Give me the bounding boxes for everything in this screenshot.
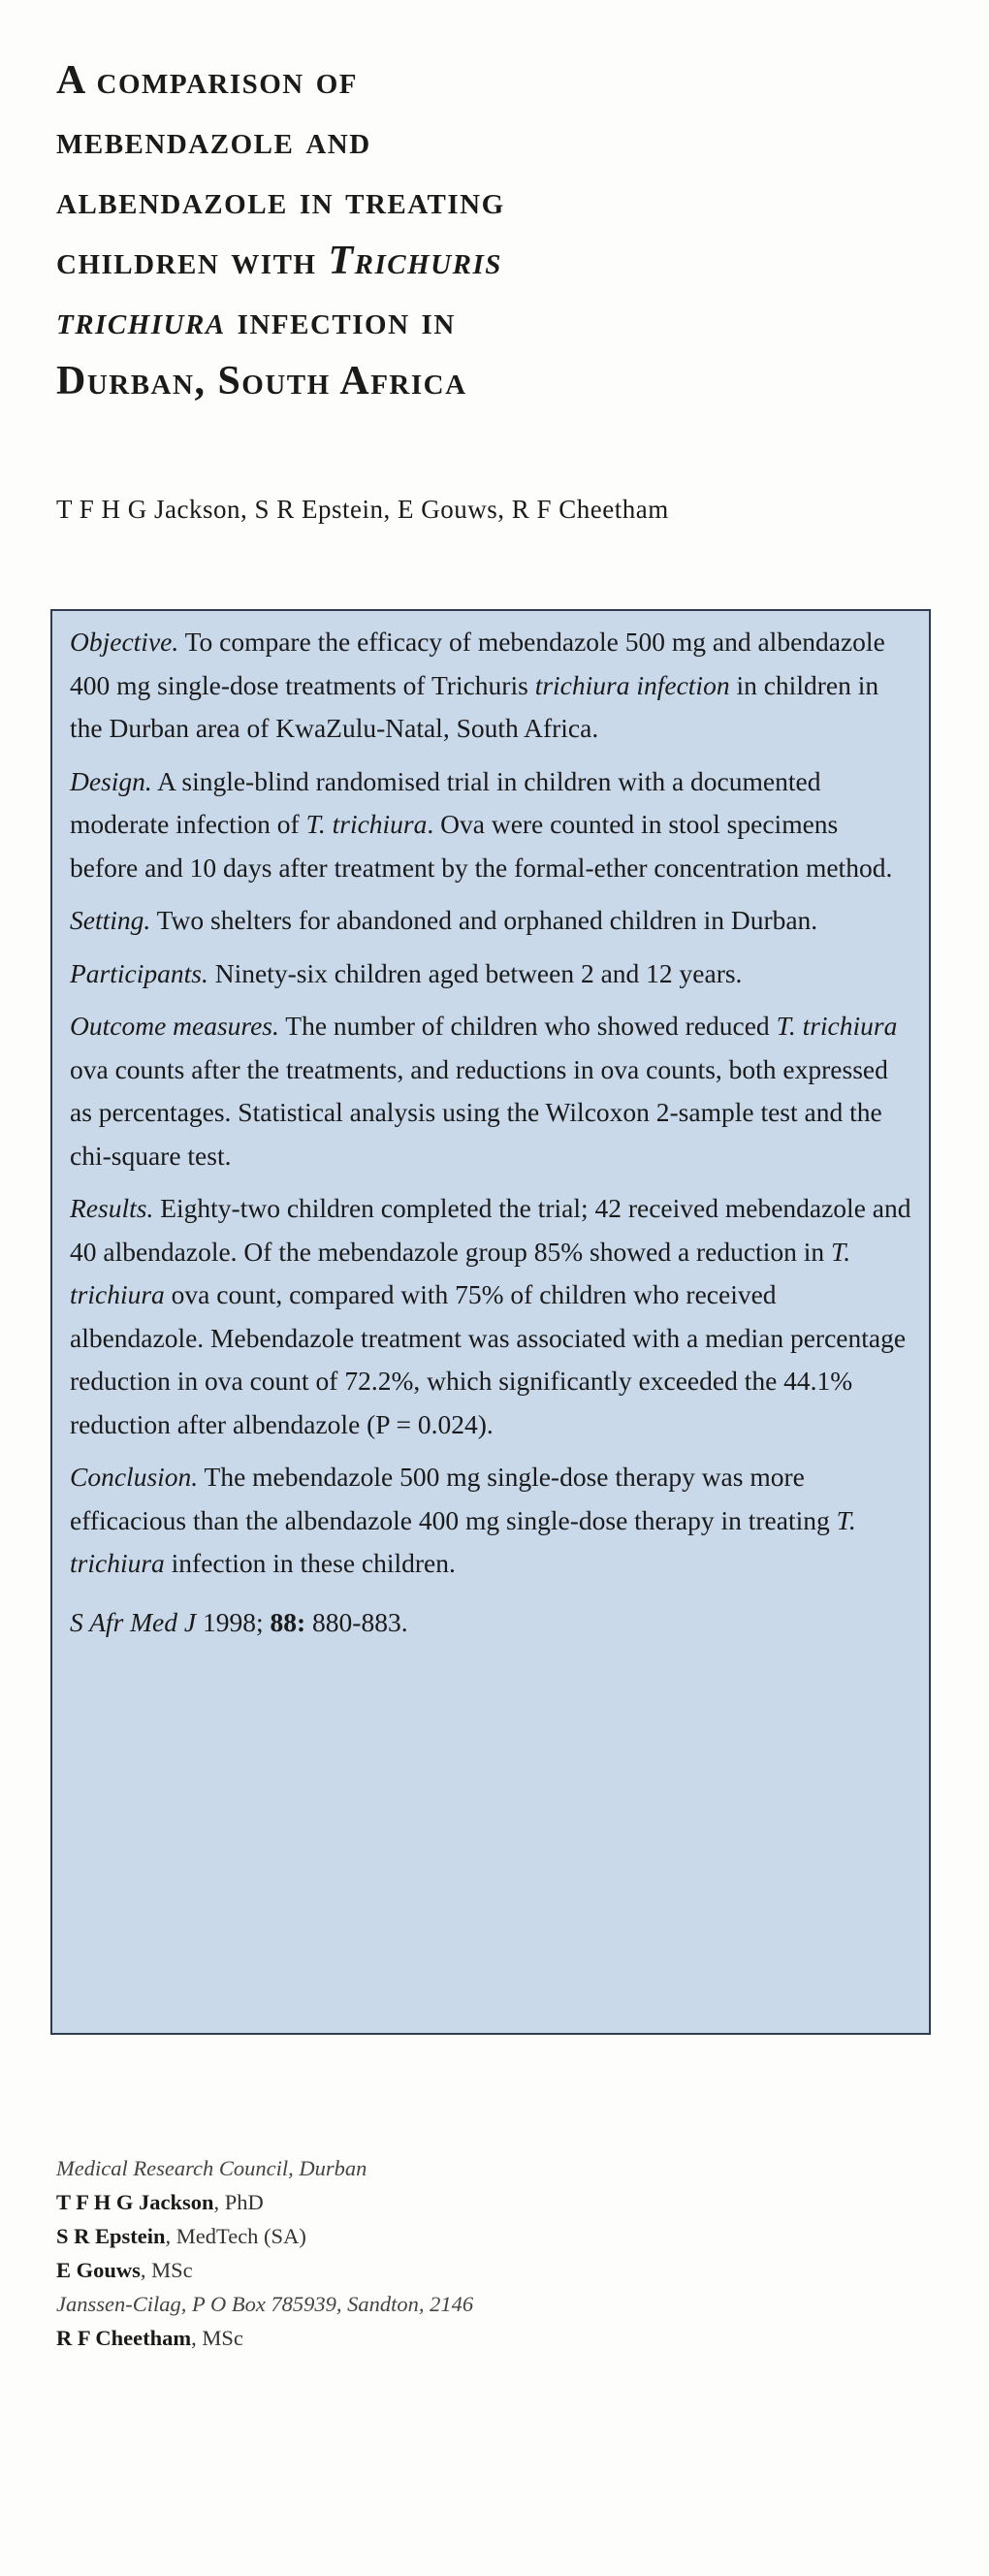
objective-text-b: trichiura infection [534, 669, 730, 700]
conclusion-label: Conclusion. [70, 1462, 199, 1492]
affiliation-person-4 [56, 2321, 473, 2355]
results-label: Results. [70, 1193, 154, 1223]
abstract-design [70, 760, 911, 890]
citation-year: 1998; [196, 1606, 271, 1637]
abstract-conclusion [70, 1456, 911, 1586]
affiliation-institution-1: Medical Research Council, Durban [56, 2156, 367, 2180]
design-text-b: T. trichiura [305, 809, 428, 839]
citation-journal: S Afr Med J [70, 1606, 197, 1637]
setting-text: Two shelters for abandoned and orphaned children in Durban. [150, 905, 818, 935]
title-line-5-text: infection in [225, 299, 456, 343]
conclusion-text-c: infection in these children. [164, 1548, 456, 1578]
objective-text-a: To compare the efficacy of mebendazole 500 mg and albendazole 400 mg single-dose treatments of Trichuris [70, 627, 885, 700]
person-3-degree: , MSc [140, 2258, 193, 2282]
person-4-degree: , MSc [191, 2326, 243, 2350]
objective-text-c: in children in the Durban area of KwaZulu-Natal, South Africa. [70, 669, 879, 743]
design-text-c: . Ova were counted in stool specimens before and 10 days after treatment by the formal-ether concentration method. [70, 809, 893, 883]
title-species: trichiura [56, 299, 226, 343]
participants-label: Participants. [70, 957, 208, 988]
title-line-3: albendazole in treating [56, 178, 505, 223]
design-text-a: A single-blind randomised trial in children with a documented moderate infection of [70, 765, 821, 839]
affiliation-person-1 [56, 2185, 473, 2219]
title-line-1: A comparison of [56, 58, 359, 103]
abstract-results [70, 1187, 911, 1446]
title-line-4-text: children with [56, 239, 329, 283]
abstract-objective [70, 621, 911, 751]
title-line-2: mebendazole and [56, 118, 371, 163]
affiliation-person-2 [56, 2219, 473, 2253]
design-label: Design. [70, 765, 152, 796]
article-title [56, 50, 929, 411]
conclusion-text-a: The mebendazole 500 mg single-dose therapy was more efficacious than the albendazole 400 mg single-dose therapy in treating [70, 1462, 837, 1535]
results-text-c: ova count, compared with 75% of children who received albendazole. Mebendazole treatment was associated with a median percentage reduction in ova count of 72.2%, which significantly exceeded the 44.1% reduction after albendazole (P = 0.024). [70, 1279, 907, 1439]
abstract-outcome [70, 1005, 911, 1177]
person-3-name: E Gouws [56, 2258, 141, 2282]
outcome-text-b: T. trichiura [776, 1011, 898, 1041]
affiliation-institution-2: Janssen-Cilag, P O Box 785939, Sandton, 2146 [56, 2292, 474, 2316]
outcome-label: Outcome measures. [70, 1011, 279, 1041]
person-4-name: R F Cheetham [56, 2326, 192, 2350]
abstract-participants [70, 952, 911, 996]
title-genus: Trichuris [328, 239, 502, 283]
results-text-a: Eighty-two children completed the trial; 42 received mebendazole and 40 albendazole. Of the mebendazole group 85% showed a reduction in [70, 1193, 911, 1267]
outcome-text-c: ova counts after the treatments, and reductions in ova counts, both expressed as percentages. Statistical analysis using the Wilcoxon 2-sample test and the chi-square test. [70, 1053, 888, 1171]
participants-text: Ninety-six children aged between 2 and 12 years. [207, 957, 743, 988]
title-line-4 [56, 231, 929, 291]
citation-pages: 880-883. [305, 1606, 408, 1637]
author-list: T F H G Jackson, S R Epstein, E Gouws, R F Cheetham [56, 495, 669, 524]
title-line-6: Durban, South Africa [56, 359, 467, 403]
abstract-setting [70, 899, 911, 943]
objective-label: Objective. [70, 627, 179, 657]
outcome-text-a: The number of children who showed reduced [278, 1011, 777, 1041]
conclusion-text-b: T. trichiura [70, 1504, 856, 1578]
person-2-name: S R Epstein [56, 2224, 166, 2248]
citation-volume: 88: [270, 1606, 306, 1637]
journal-citation [70, 1601, 911, 1645]
results-text-b: T. trichiura [70, 1236, 851, 1309]
person-1-name: T F H G Jackson [56, 2190, 214, 2214]
affiliations [56, 2151, 473, 2355]
abstract-box [50, 609, 931, 2035]
title-line-5 [56, 291, 929, 351]
person-2-degree: , MedTech (SA) [165, 2224, 306, 2248]
setting-label: Setting. [70, 905, 151, 935]
affiliation-person-3 [56, 2253, 473, 2287]
person-1-degree: , PhD [213, 2190, 264, 2214]
